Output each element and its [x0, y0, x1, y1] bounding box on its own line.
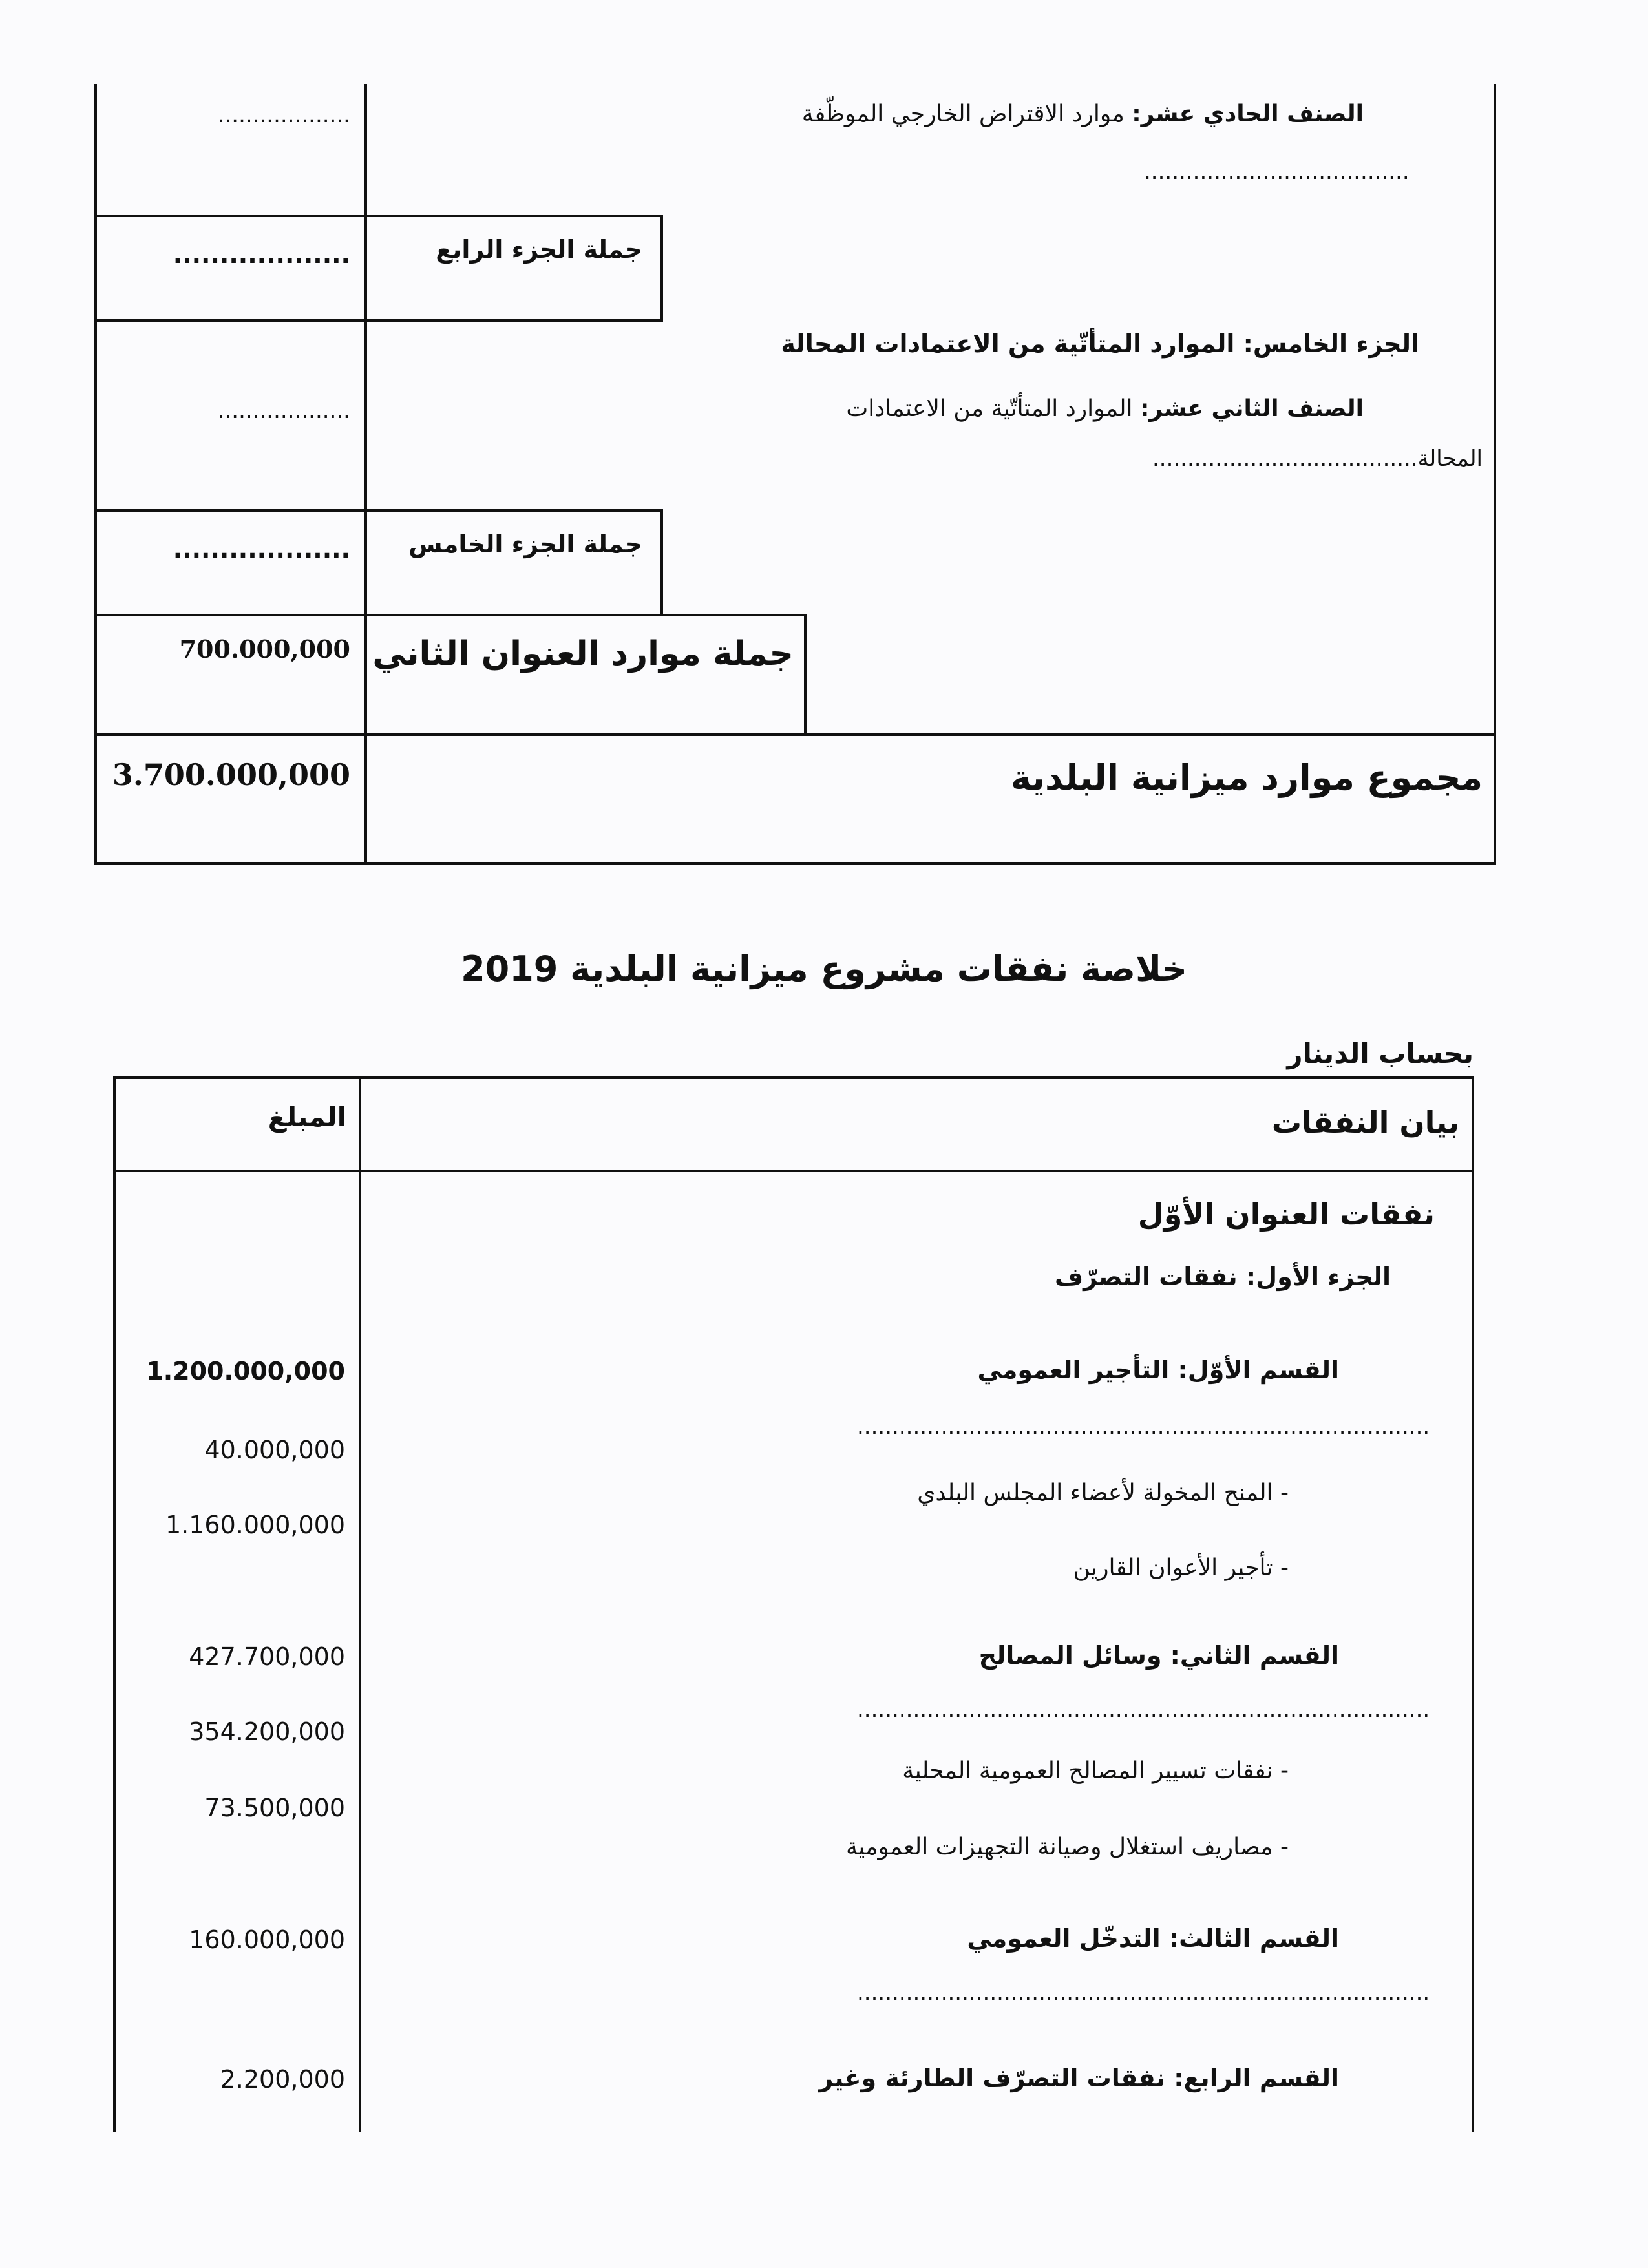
part5-text: الموارد المتأتّية من الاعتمادات المحالة: [781, 330, 1235, 358]
table-border-left: [94, 84, 97, 865]
section4-row: [819, 2064, 1339, 2092]
table-border-left: [113, 1076, 116, 2132]
item2-bullet: -: [1280, 1555, 1289, 1581]
section1-dots: ..................................................................................: [857, 1414, 1430, 1440]
column-divider: [364, 84, 367, 865]
row-line: [94, 614, 807, 616]
part1-text: نفقات التصرّف: [1054, 1263, 1238, 1291]
section3-text: التدخّل العمومي: [967, 1924, 1161, 1953]
class12-text-continued: المحالة......................................: [1152, 446, 1483, 472]
item3-row: [902, 1758, 1289, 1784]
column-header-description: بيان النفقات: [1271, 1105, 1459, 1140]
item2-row: [1073, 1555, 1289, 1581]
item2-amount: 1.160.000,000: [165, 1511, 345, 1539]
label-box-edge: [804, 614, 807, 736]
item1-amount: 40.000,000: [204, 1436, 345, 1464]
table-border-right: [1472, 1076, 1474, 2132]
part1-heading: [1055, 1263, 1391, 1291]
class12-label: الصنف الثاني عشر:: [1140, 395, 1364, 422]
class11-dots: ......................................: [1144, 159, 1410, 185]
column-divider: [359, 1076, 361, 2132]
class11-text: موارد الاقتراض الخارجي الموظّفة: [801, 101, 1125, 127]
class11-label: الصنف الحادي عشر:: [1132, 101, 1364, 127]
section1-label: القسم الأوّل:: [1178, 1356, 1339, 1384]
item4-text: مصاريف استغلال وصيانة التجهيزات العمومية: [846, 1834, 1273, 1860]
section3-row: [967, 1924, 1339, 1953]
row-line: [94, 215, 663, 217]
class11-row: [802, 101, 1364, 127]
item4-amount: 73.500,000: [204, 1794, 345, 1822]
grand-total-amount: 3.700.000,000: [112, 757, 350, 792]
table-border-right: [1494, 84, 1496, 865]
part5-total-label: جملة الجزء الخامس: [408, 530, 642, 558]
section3-label: القسم الثالث:: [1168, 1924, 1339, 1953]
item4-bullet: -: [1280, 1834, 1289, 1860]
part5-label: الجزء الخامس:: [1243, 330, 1419, 358]
section4-label: القسم الرابع:: [1174, 2064, 1339, 2092]
title1-heading: نفقات العنوان الأوّل: [1137, 1197, 1435, 1232]
item1-row: [917, 1480, 1289, 1506]
label-box-edge: [660, 509, 663, 616]
label-box-edge: [660, 215, 663, 322]
header-separator: [113, 1170, 1474, 1172]
expenses-heading: خلاصة نفقات مشروع ميزانية البلدية 2019: [461, 949, 1187, 989]
currency-note: بحساب الدينار: [1287, 1038, 1474, 1069]
section2-amount: 427.700,000: [189, 1643, 345, 1671]
table-border-top: [113, 1076, 1474, 1079]
section1-amount: 1.200.000,000: [146, 1357, 345, 1385]
column-header-amount: المبلغ: [268, 1101, 346, 1133]
table-border-bottom: [94, 862, 1496, 865]
part4-total-amount: ...................: [173, 240, 350, 269]
part5-heading: [781, 330, 1419, 358]
class12-row: [846, 395, 1364, 422]
grand-total-label: مجموع موارد ميزانية البلدية: [1010, 757, 1483, 798]
section2-row: [979, 1641, 1339, 1670]
part4-total-label: جملة الجزء الرابع: [436, 235, 642, 264]
class11-amount: ...................: [217, 102, 350, 128]
item3-text: نفقات تسيير المصالح العمومية المحلية: [902, 1758, 1273, 1784]
item1-text: المنح المخولة لأعضاء المجلس البلدي: [917, 1480, 1273, 1506]
section4-amount: 2.200,000: [220, 2065, 345, 2094]
row-line: [94, 509, 663, 512]
item3-amount: 354.200,000: [189, 1717, 345, 1746]
row-line: [94, 319, 663, 322]
item4-row: [846, 1834, 1289, 1860]
section2-label: القسم الثاني:: [1170, 1641, 1339, 1670]
section2-dots: ..................................................................................: [857, 1697, 1430, 1723]
section2-text: وسائل المصالح: [978, 1641, 1162, 1670]
section4-text: نفقات التصرّف الطارئة وغير: [819, 2064, 1166, 2092]
part1-label: الجزء الأول:: [1245, 1263, 1391, 1291]
section3-amount: 160.000,000: [189, 1926, 345, 1954]
section3-dots: ..................................................................................: [857, 1980, 1430, 2006]
title2-total-label: جملة موارد العنوان الثاني: [372, 635, 794, 673]
class12-amount: ...................: [217, 398, 350, 424]
row-line: [94, 733, 1496, 736]
section1-row: [977, 1356, 1339, 1384]
class12-text: الموارد المتأتّية من الاعتمادات: [846, 395, 1133, 422]
title2-total-amount: 700.000,000: [179, 635, 350, 664]
item3-bullet: -: [1280, 1758, 1289, 1784]
item2-text: تأجير الأعوان القارين: [1073, 1555, 1273, 1581]
part5-total-amount: ...................: [173, 535, 350, 563]
section1-text: التأجير العمومي: [977, 1356, 1170, 1384]
item1-bullet: -: [1280, 1480, 1289, 1506]
